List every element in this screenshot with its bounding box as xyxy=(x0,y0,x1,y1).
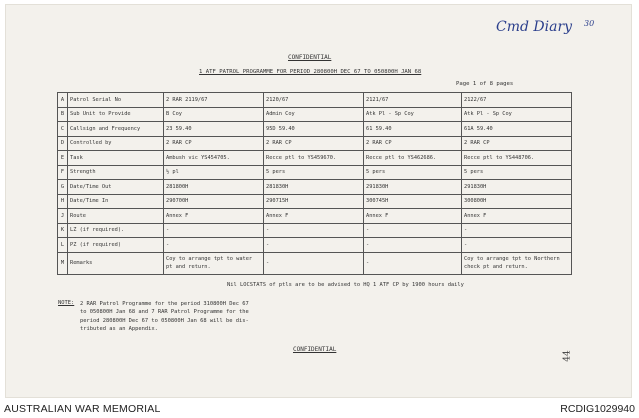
serial-col-2-cell: - xyxy=(264,252,364,274)
row-letter-cell: B xyxy=(58,107,68,122)
serial-col-4-cell: - xyxy=(462,223,572,238)
row-letter-cell: H xyxy=(58,194,68,209)
table-row xyxy=(58,93,572,108)
row-label-cell: Callsign and Frequency xyxy=(68,122,164,137)
table-row xyxy=(58,180,572,195)
serial-col-3-cell: - xyxy=(364,223,462,238)
row-letter-cell: F xyxy=(58,165,68,180)
serial-col-4-cell: Coy to arrange tpt to Northern check pt and return. xyxy=(462,252,572,274)
classification-top: CONFIDENTIAL xyxy=(288,54,332,61)
serial-col-3-cell: 2121/67 xyxy=(364,93,462,108)
serial-col-3-cell: 61 59.40 xyxy=(364,122,462,137)
serial-col-1-cell: 2 RAR CP xyxy=(164,136,264,151)
serial-col-2-cell: Annex F xyxy=(264,209,364,224)
serial-col-2-cell: - xyxy=(264,238,364,253)
serial-col-3-cell: 5 pers xyxy=(364,165,462,180)
row-letter-cell: K xyxy=(58,223,68,238)
serial-col-1-cell: - xyxy=(164,223,264,238)
serial-col-1-cell: 290700H xyxy=(164,194,264,209)
serial-col-3-cell: Atk Pl - Sp Coy xyxy=(364,107,462,122)
serial-col-3-cell: - xyxy=(364,238,462,253)
archive-footer xyxy=(0,400,639,418)
footer-institution: AUSTRALIAN WAR MEMORIAL xyxy=(4,403,161,415)
row-label-cell: Route xyxy=(68,209,164,224)
document-title: 1 ATF PATROL PROGRAMME FOR PERIOD 280800H DEC 67 TO 050800H JAN 68 xyxy=(199,69,422,75)
table-row xyxy=(58,151,572,166)
serial-col-1-cell: ½ pl xyxy=(164,165,264,180)
table-row xyxy=(58,238,572,253)
note-text: 2 RAR Patrol Programme for the period 310800H Dec 67 to 050800H Jan 68 and 7 RAR Patrol Programme for the period 280800H Dec 67 to 050800H Jan 68 will be dis- tributed as an Appendix. xyxy=(80,301,249,333)
serial-col-1-cell: 281800H xyxy=(164,180,264,195)
patrol-table-body xyxy=(58,93,572,275)
serial-col-4-cell: 291830H xyxy=(462,180,572,195)
handwritten-unit-note: Cmd Diary xyxy=(496,19,573,35)
serial-col-2-cell: 281830H xyxy=(264,180,364,195)
serial-col-1-cell: - xyxy=(164,238,264,253)
serial-col-3-cell: 300745H xyxy=(364,194,462,209)
serial-col-2-cell: 290715H xyxy=(264,194,364,209)
row-letter-cell: M xyxy=(58,252,68,274)
classification-bottom: CONFIDENTIAL xyxy=(293,346,337,353)
table-row xyxy=(58,122,572,137)
serial-col-3-cell: Annex F xyxy=(364,209,462,224)
table-row xyxy=(58,136,572,151)
serial-col-2-cell: Recce ptl to YS459670. xyxy=(264,151,364,166)
serial-col-2-cell: 5 pers xyxy=(264,165,364,180)
row-label-cell: Sub Unit to Provide xyxy=(68,107,164,122)
footer-record-id: RCDIG1029940 xyxy=(560,403,635,415)
row-letter-cell: D xyxy=(58,136,68,151)
serial-col-1-cell: 2 RAR 2119/67 xyxy=(164,93,264,108)
table-row xyxy=(58,165,572,180)
patrol-table xyxy=(57,92,572,275)
serial-col-4-cell: 61A 59.40 xyxy=(462,122,572,137)
row-label-cell: Controlled by xyxy=(68,136,164,151)
serial-col-3-cell: Recce ptl to YS462686. xyxy=(364,151,462,166)
table-row xyxy=(58,252,572,274)
serial-col-3-cell: 291830H xyxy=(364,180,462,195)
locstats-note: Nil LOCSTATS of ptls are to be advised to HQ 1 ATF CP by 1900 hours daily xyxy=(227,282,464,288)
row-letter-cell: A xyxy=(58,93,68,108)
serial-col-2-cell: 2120/67 xyxy=(264,93,364,108)
row-label-cell: Date/Time Out xyxy=(68,180,164,195)
serial-col-4-cell: 2 RAR CP xyxy=(462,136,572,151)
row-letter-cell: C xyxy=(58,122,68,137)
note-label: NOTE: xyxy=(58,300,75,306)
table-row xyxy=(58,194,572,209)
row-label-cell: Patrol Serial No xyxy=(68,93,164,108)
table-row xyxy=(58,107,572,122)
serial-col-1-cell: B Coy xyxy=(164,107,264,122)
serial-col-4-cell: - xyxy=(462,238,572,253)
row-label-cell: Remarks xyxy=(68,252,164,274)
serial-col-4-cell: 2122/67 xyxy=(462,93,572,108)
serial-col-2-cell: - xyxy=(264,223,364,238)
table-row xyxy=(58,223,572,238)
row-label-cell: PZ (if required) xyxy=(68,238,164,253)
serial-col-4-cell: Annex F xyxy=(462,209,572,224)
row-label-cell: LZ (if required). xyxy=(68,223,164,238)
serial-col-2-cell: Admin Coy xyxy=(264,107,364,122)
serial-col-2-cell: 95D 59.40 xyxy=(264,122,364,137)
row-label-cell: Strength xyxy=(68,165,164,180)
serial-col-1-cell: Ambush vic YS454705. xyxy=(164,151,264,166)
serial-col-2-cell: 2 RAR CP xyxy=(264,136,364,151)
serial-col-1-cell: Annex F xyxy=(164,209,264,224)
serial-col-4-cell: Recce ptl to YS448706. xyxy=(462,151,572,166)
row-letter-cell: G xyxy=(58,180,68,195)
page-number: Page 1 of 8 pages xyxy=(456,81,514,87)
serial-col-3-cell: 2 RAR CP xyxy=(364,136,462,151)
row-label-cell: Task xyxy=(68,151,164,166)
handwritten-page-number: 30 xyxy=(584,19,595,28)
row-label-cell: Date/Time In xyxy=(68,194,164,209)
row-letter-cell: J xyxy=(58,209,68,224)
serial-col-1-cell: 23 59.40 xyxy=(164,122,264,137)
serial-col-3-cell: - xyxy=(364,252,462,274)
handwritten-side-number: 44 xyxy=(562,350,573,362)
table-row xyxy=(58,209,572,224)
serial-col-1-cell: Coy to arrange tpt to water pt and return. xyxy=(164,252,264,274)
serial-col-4-cell: 5 pers xyxy=(462,165,572,180)
row-letter-cell: L xyxy=(58,238,68,253)
row-letter-cell: E xyxy=(58,151,68,166)
serial-col-4-cell: 300800H xyxy=(462,194,572,209)
serial-col-4-cell: Atk Pl - Sp Coy xyxy=(462,107,572,122)
